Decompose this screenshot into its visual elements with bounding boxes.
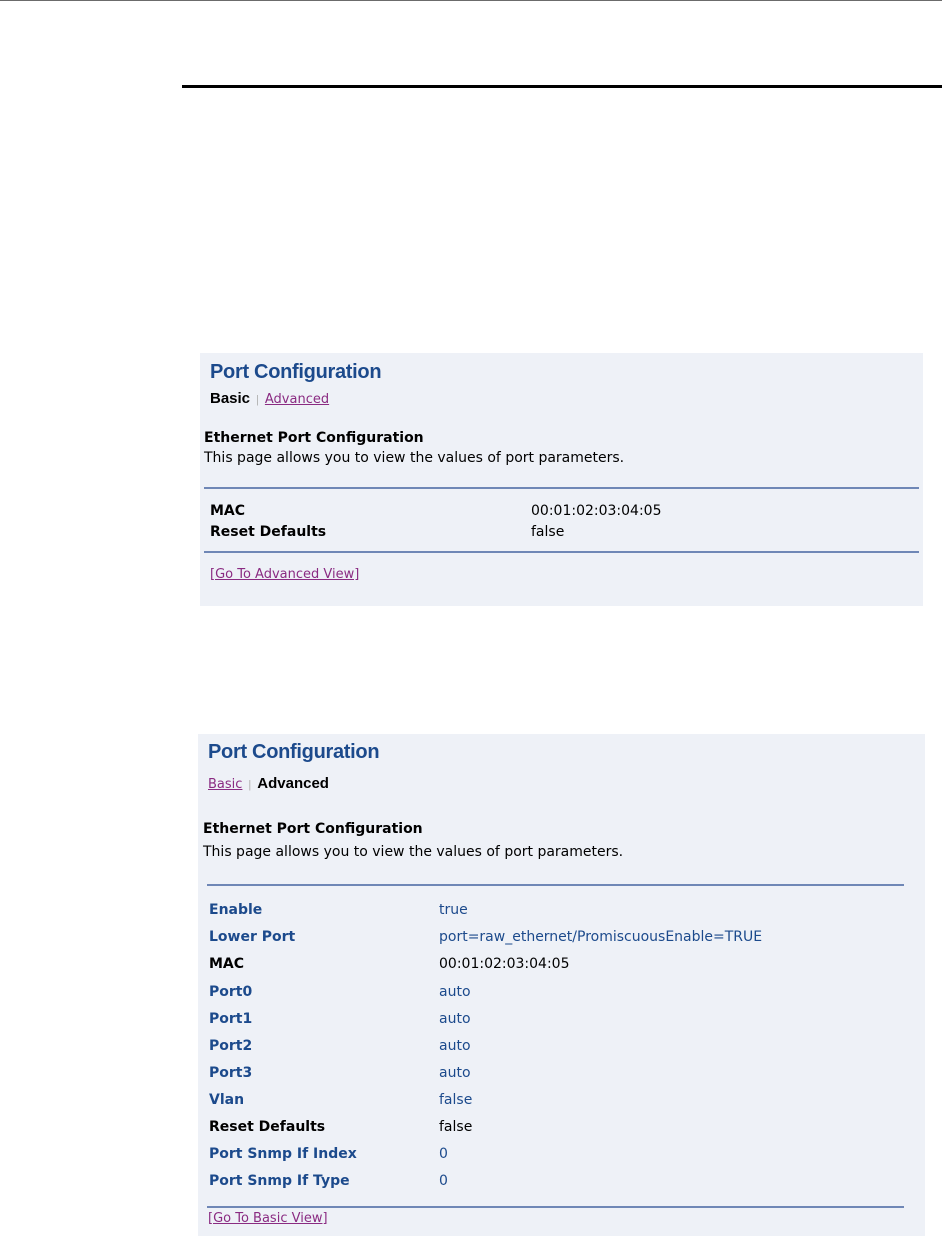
table-bottom-rule — [207, 1206, 904, 1208]
param-row-port2 — [209, 1038, 899, 1060]
param-row-enable — [209, 902, 899, 924]
param-row-mac — [209, 956, 899, 978]
param-label[interactable]: Vlan — [209, 1092, 245, 1108]
param-row-port0 — [209, 984, 899, 1006]
param-value: auto — [439, 1038, 471, 1054]
param-value: auto — [439, 984, 471, 1000]
param-value: 0 — [439, 1173, 448, 1189]
tab-separator: | — [256, 394, 259, 406]
tab-advanced[interactable]: Advanced — [264, 392, 330, 407]
tab-basic[interactable]: Basic — [210, 390, 251, 407]
param-label: Reset Defaults — [209, 1119, 326, 1135]
page-top-rule — [0, 0, 942, 1]
page-title: Port Configuration — [208, 741, 380, 763]
param-value: 00:01:02:03:04:05 — [439, 956, 570, 972]
section-description: This page allows you to view the values of port parameters. — [204, 450, 625, 466]
param-value: auto — [439, 1011, 471, 1027]
param-label[interactable]: Port2 — [209, 1038, 253, 1054]
param-label: MAC — [210, 503, 246, 519]
param-value: 0 — [439, 1146, 448, 1162]
param-label[interactable]: Port Snmp If Type — [209, 1173, 350, 1189]
section-divider — [182, 85, 942, 88]
param-row-vlan — [209, 1092, 899, 1114]
param-row-port-snmp-if-type — [209, 1173, 899, 1195]
param-label[interactable]: Port1 — [209, 1011, 253, 1027]
table-top-rule — [204, 487, 919, 489]
param-label: MAC — [209, 956, 245, 972]
param-row-reset-defaults — [210, 524, 910, 546]
param-value: false — [531, 524, 565, 540]
section-heading: Ethernet Port Configuration — [203, 821, 423, 837]
param-label[interactable]: Port3 — [209, 1065, 253, 1081]
advanced-view-panel — [198, 734, 925, 1236]
table-top-rule — [207, 884, 904, 886]
section-description: This page allows you to view the values of port parameters. — [203, 844, 624, 860]
param-label[interactable]: Port0 — [209, 984, 253, 1000]
param-label[interactable]: Lower Port — [209, 929, 296, 945]
param-row-port1 — [209, 1011, 899, 1033]
basic-view-panel — [200, 353, 923, 606]
go-to-basic-view-link[interactable]: [Go To Basic View] — [208, 1211, 328, 1226]
go-to-advanced-view-link[interactable]: [Go To Advanced View] — [210, 567, 360, 582]
param-row-port3 — [209, 1065, 899, 1087]
page-title: Port Configuration — [210, 361, 382, 383]
param-label[interactable]: Enable — [209, 902, 263, 918]
view-tabs — [208, 775, 329, 792]
table-bottom-rule — [204, 551, 919, 553]
section-heading: Ethernet Port Configuration — [204, 430, 424, 446]
param-label: Reset Defaults — [210, 524, 327, 540]
tab-advanced[interactable]: Advanced — [257, 775, 329, 792]
param-value: false — [439, 1092, 473, 1108]
param-value: auto — [439, 1065, 471, 1081]
param-value: false — [439, 1119, 473, 1135]
tab-separator: | — [248, 779, 252, 791]
tab-basic[interactable]: Basic — [208, 777, 243, 792]
param-row-mac — [210, 503, 910, 525]
param-row-lower-port — [209, 929, 899, 951]
view-tabs — [210, 390, 329, 407]
param-value: 00:01:02:03:04:05 — [531, 503, 662, 519]
param-value: true — [439, 902, 468, 918]
param-row-port-snmp-if-index — [209, 1146, 899, 1168]
param-label[interactable]: Port Snmp If Index — [209, 1146, 357, 1162]
param-row-reset-defaults — [209, 1119, 899, 1141]
param-value: port=raw_ethernet/PromiscuousEnable=TRUE — [439, 929, 763, 945]
